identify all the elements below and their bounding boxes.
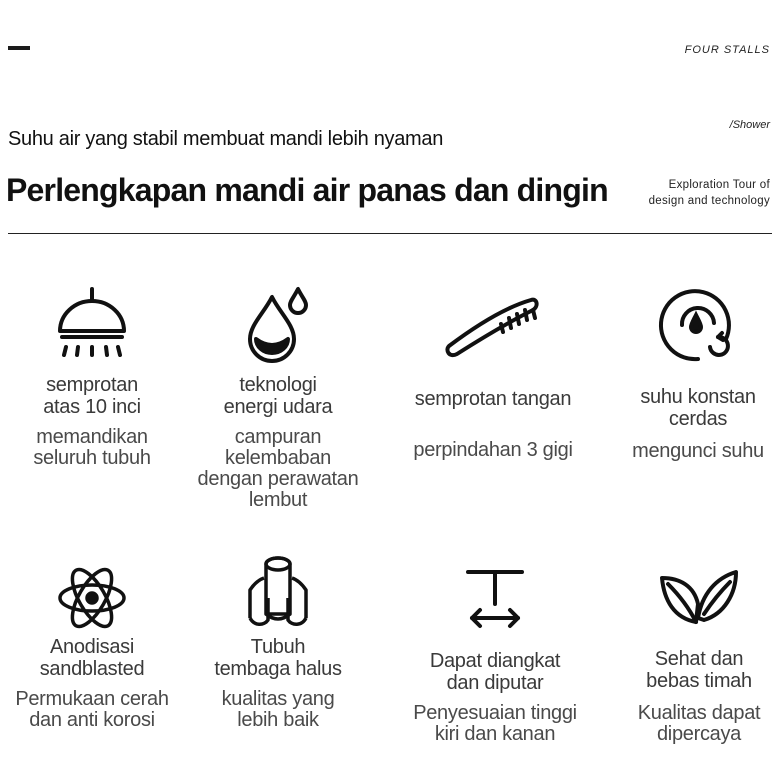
- leaf-icon: [658, 564, 740, 628]
- feature-desc-line: seluruh tubuh: [33, 447, 151, 469]
- tagline: [649, 177, 770, 209]
- feature-desc-line: dipercaya: [656, 723, 742, 745]
- atom-icon: [52, 560, 132, 636]
- hand-shower-icon: [443, 288, 543, 358]
- thermostat-icon: [656, 283, 740, 367]
- tagline-line-1: Exploration Tour of: [668, 179, 770, 191]
- feature-title-line: Dapat diangkat: [429, 650, 561, 672]
- category-label: /Shower: [729, 119, 770, 131]
- feature-desc-line: kelembaban: [225, 447, 331, 469]
- page-title: Perlengkapan mandi air panas dan dingin: [6, 172, 608, 208]
- feature-title-line: atas 10 inci: [43, 396, 141, 418]
- feature-title-line: Anodisasi: [49, 636, 135, 658]
- feature-desc-line: dengan perawatan: [197, 468, 359, 490]
- feature-title-line: suhu konstan: [640, 386, 756, 408]
- feature-title-line: bebas timah: [646, 670, 752, 692]
- feature-desc-line: Permukaan cerah: [15, 688, 169, 710]
- feature-desc-line: lebih baik: [237, 709, 319, 731]
- feature-desc-line: perpindahan 3 gigi: [413, 439, 573, 461]
- feature-desc-line: Penyesuaian tinggi: [413, 702, 577, 724]
- brand-name: FOUR STALLS: [684, 44, 770, 56]
- feature-desc-line: dan anti korosi: [29, 709, 155, 731]
- feature-desc-line: mengunci suhu: [632, 440, 764, 462]
- feature-desc-line: kiri dan kanan: [434, 723, 556, 745]
- divider: [8, 233, 772, 234]
- feature-title-line: semprotan: [46, 374, 138, 396]
- feature-title-line: teknologi: [239, 374, 317, 396]
- feature-title-line: Sehat dan: [654, 648, 744, 670]
- feature-title-line: semprotan tangan: [414, 388, 572, 410]
- feature-desc-line: lembut: [248, 489, 308, 511]
- water-drop-icon: [238, 285, 318, 365]
- feature-desc-line: kualitas yang: [221, 688, 335, 710]
- feature-title-line: energi udara: [223, 396, 333, 418]
- feature-desc-line: campuran: [234, 426, 322, 448]
- feature-title-line: dan diputar: [446, 672, 544, 694]
- subtitle: Suhu air yang stabil membuat mandi lebih nyaman: [8, 128, 444, 150]
- tagline-line-2: design and technology: [648, 195, 770, 207]
- feature-title-line: Tubuh: [250, 636, 306, 658]
- header-dash: [8, 46, 30, 50]
- feature-desc-line: memandikan: [36, 426, 148, 448]
- lift-rotate-icon: [460, 564, 530, 630]
- feature-title-line: cerdas: [668, 408, 728, 430]
- feature-title-line: sandblasted: [39, 658, 145, 680]
- feature-desc-line: Kualitas dapat: [637, 702, 761, 724]
- copper-pipe-icon: [238, 554, 318, 632]
- shower-head-icon: [52, 285, 132, 365]
- feature-title-line: tembaga halus: [214, 658, 342, 680]
